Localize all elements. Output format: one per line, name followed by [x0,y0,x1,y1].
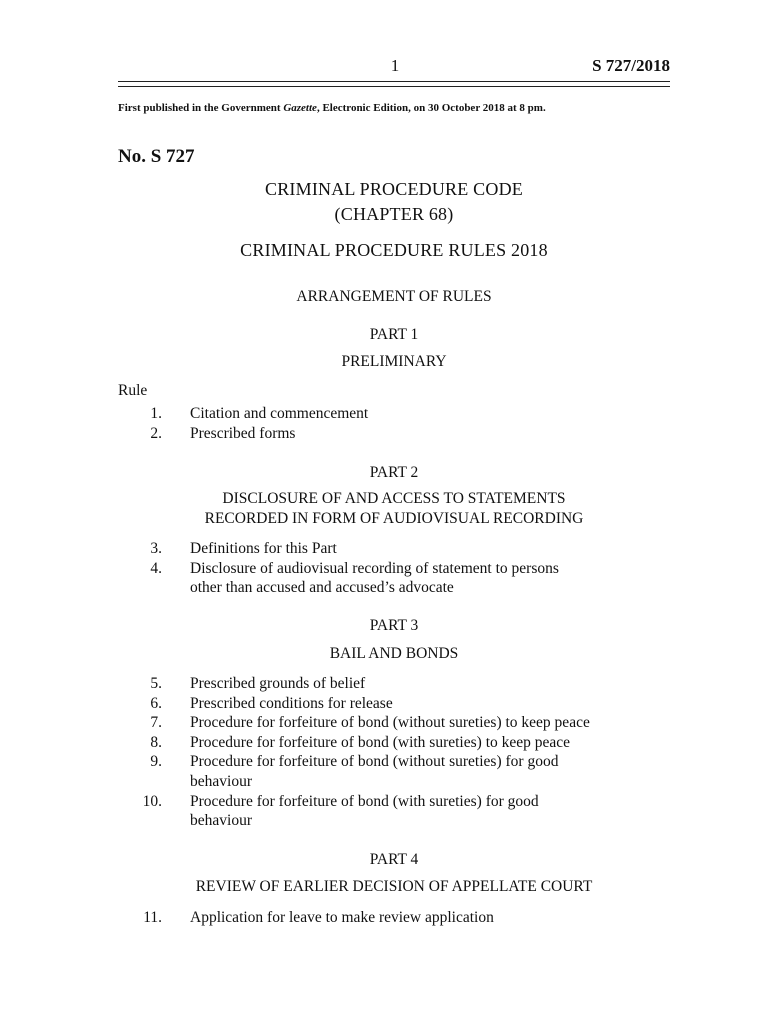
part-3-heading: BAIL AND BONDS [329,645,459,662]
list-item: 8. Procedure for forfeiture of bond (with sureties) to keep peace [150,733,571,751]
part-1-rules [118,404,670,443]
list-item: 11. Application for leave to make review application [143,909,494,926]
list-item: 6. Prescribed conditions for release [150,694,393,712]
part-4-heading: REVIEW OF EARLIER DECISION OF APPELLATE COURT [195,878,593,895]
chapter-title: (CHAPTER 68) [334,204,454,224]
list-item: 3. Definitions for this Part [150,540,337,557]
rules-title: CRIMINAL PROCEDURE RULES 2018 [240,240,548,260]
list-item: 7. Procedure for forfeiture of bond (without sureties) to keep peace [150,714,590,732]
list-item: 2. Prescribed forms [150,424,296,442]
list-item: 5. Prescribed grounds of belief [150,675,366,692]
part-1-heading: PRELIMINARY [341,353,447,370]
part-2-rules [118,539,670,598]
gazette-number: S 727/2018 [592,56,670,75]
list-item: 9. Procedure for forfeiture of bond (without sureties) for good behaviour [150,753,559,790]
list-item: 1. Citation and commencement [150,405,369,422]
rule-column-label: Rule [118,382,148,399]
header-divider-bottom [118,86,670,87]
list-item: 10. Procedure for forfeiture of bond (with sureties) for good behaviour [142,792,539,830]
act-title: CRIMINAL PROCEDURE CODE [265,179,523,199]
list-item: 4. Disclosure of audiovisual recording of statement to persons other than accused and accused’s advocate [150,559,559,597]
part-2-label: PART 2 [369,464,419,481]
page-number: 1 [390,56,400,75]
page-header [118,56,670,80]
header-divider-top [118,81,670,82]
part-2-heading-line-2: RECORDED IN FORM OF AUDIOVISUAL RECORDING [204,510,584,527]
part-4-label: PART 4 [369,851,419,868]
part-3-label: PART 3 [369,617,419,634]
part-1-label: PART 1 [369,326,419,343]
part-4-rules [118,908,670,928]
arrangement-heading: ARRANGEMENT OF RULES [296,288,492,305]
notification-number: No. S 727 [118,146,195,167]
part-3-rules [118,674,670,831]
part-2-heading-line-1: DISCLOSURE OF AND ACCESS TO STATEMENTS [222,490,566,507]
publication-note: First published in the Government Gazette, Electronic Edition, on 30 October 2018 at 8 pm. [118,102,546,114]
